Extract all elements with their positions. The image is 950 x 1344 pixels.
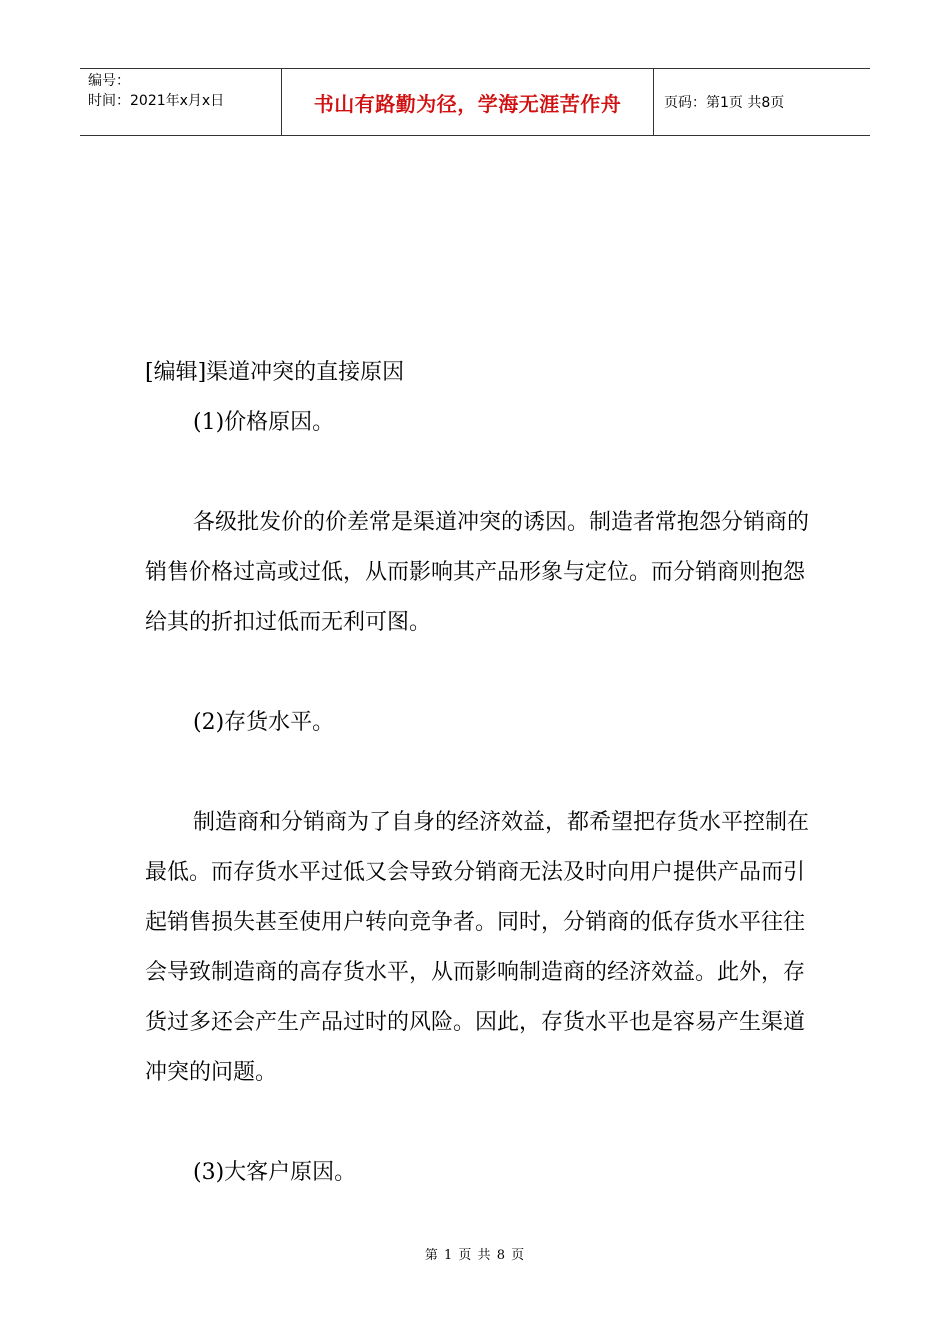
item1-paragraph: 各级批发价的价差常是渠道冲突的诱因。制造者常抱怨分销商的销售价格过高或过低，从而影响其产品形象与定位。而分销商则抱怨给其的折扣过低而无利可图。	[145, 510, 810, 635]
header-motto: 书山有路勤为径，学海无涯苦作舟	[282, 69, 654, 135]
item2-paragraph: 制造商和分销商为了自身的经济效益，都希望把存货水平控制在最低。而存货水平过低又会导致分销商无法及时向用户提供产品而引起销售损失甚至使用户转向竞争者。同时，分销商的低存货水平往往会导致制造商的高存货水平，从而影响制造商的经济效益。此外，存货过多还会产生产品过时的风险。因此，存货水平也是容易产生渠道冲突的问题。	[145, 810, 810, 1085]
document-number: 编号：	[88, 73, 130, 89]
item1-heading: (1)价格原因。	[193, 410, 335, 435]
document-date: 时间：2021年x月x日	[88, 93, 225, 109]
header-page-info: 页码：第1页 共8页	[664, 95, 785, 111]
item3-heading: (3)大客户原因。	[193, 1160, 357, 1185]
section-title: [编辑]渠道冲突的直接原因	[145, 360, 405, 385]
item2-heading: (2)存货水平。	[193, 710, 335, 735]
page-footer: 第 1 页 共 8 页	[424, 1248, 526, 1263]
header-meta	[80, 69, 282, 135]
page-header	[80, 68, 870, 136]
document-body	[145, 348, 810, 1198]
